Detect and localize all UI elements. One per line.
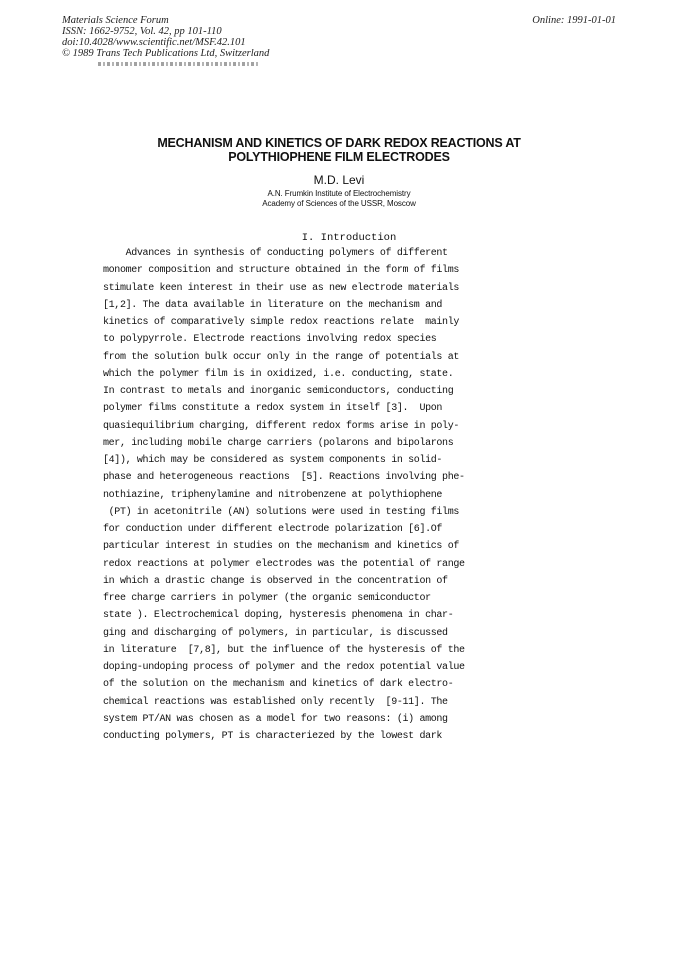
affiliation-line-2: Academy of Sciences of the USSR, Moscow — [262, 199, 416, 208]
title-line-1: MECHANISM AND KINETICS OF DARK REDOX REACTIONS AT — [157, 136, 521, 150]
body-line: particular interest in studies on the mechanism and kinetics of — [103, 541, 460, 553]
body-line: which the polymer film is in oxidized, i.e. conducting, state. — [103, 368, 454, 380]
title-line-2: POLYTHIOPHENE FILM ELECTRODES — [228, 150, 450, 164]
body-line: conducting polymers, PT is characteriezed by the lowest dark — [103, 731, 443, 742]
body-line: quasiequilibrium charging, different redox forms arise in poly- — [103, 420, 460, 432]
body-line: to polypyrrole. Electrode reactions involving redox species — [103, 334, 437, 346]
citation-block — [62, 15, 269, 59]
journal-name: Materials Science Forum — [62, 15, 169, 26]
body-line: of the solution on the mechanism and kinetics of dark electro- — [103, 679, 454, 691]
body-line: [1,2]. The data available in literature on the mechanism and — [103, 299, 443, 311]
body-line: In contrast to metals and inorganic semiconductors, conducting — [103, 386, 454, 397]
body-paragraph — [103, 245, 543, 745]
body-line: [4]), which may be considered as system components in solid- — [103, 455, 443, 466]
body-line: chemical reactions was established only recently [9-11]. The — [103, 696, 448, 708]
body-line: ging and discharging of polymers, in particular, is discussed — [103, 627, 448, 639]
body-line: system PT/AN was chosen as a model for two reasons: (i) among — [103, 713, 448, 725]
copyright-notice: © 1989 Trans Tech Publications Ltd, Switzerland — [62, 48, 270, 59]
paper-title — [0, 136, 678, 164]
body-line: in literature [7,8], but the influence of the hysteresis of the — [103, 644, 465, 656]
body-line: kinetics of comparatively simple redox reactions relate mainly — [103, 317, 460, 328]
body-line: Advances in synthesis of conducting polymers of different — [103, 248, 448, 259]
section-heading: I. Introduction — [301, 232, 397, 244]
body-line: stimulate keen interest in their use as new electrode materials — [103, 282, 460, 294]
body-line: in which a drastic change is observed in the concentration of — [103, 575, 448, 587]
body-line: state ). Electrochemical doping, hysteresis phenomena in char- — [103, 610, 454, 622]
body-line: redox reactions at polymer electrodes was the potential of range — [103, 558, 465, 570]
affiliation — [0, 189, 678, 209]
body-line: mer, including mobile charge carriers (polarons and bipolarons — [103, 437, 454, 449]
issn-volume-pages: ISSN: 1662-9752, Vol. 42, pp 101-110 — [62, 26, 222, 37]
scan-artifact — [98, 62, 258, 66]
author-name: M.D. Levi — [313, 173, 365, 187]
body-line: doping-undoping process of polymer and the redox potential value — [103, 662, 465, 673]
online-date: Online: 1991-01-01 — [532, 15, 616, 26]
body-line: nothiazine, triphenylamine and nitrobenzene at polythiophene — [103, 489, 443, 501]
body-line: phase and heterogeneous reactions [5]. Reactions involving phe- — [103, 472, 465, 484]
body-line: (PT) in acetonitrile (AN) solutions were used in testing films — [103, 506, 460, 518]
body-line: polymer films constitute a redox system in itself [3]. Upon — [103, 403, 443, 415]
doi-text: doi:10.4028/www.scientific.net/MSF.42.101 — [62, 37, 246, 48]
body-line: monomer composition and structure obtained in the form of films — [103, 265, 460, 277]
body-line: for conduction under different electrode polarization [6].Of — [103, 524, 443, 535]
affiliation-line-1: A.N. Frumkin Institute of Electrochemistry — [267, 189, 411, 198]
body-line: free charge carriers in polymer (the organic semiconductor — [103, 593, 431, 604]
body-line: from the solution bulk occur only in the range of potentials at — [103, 351, 460, 363]
